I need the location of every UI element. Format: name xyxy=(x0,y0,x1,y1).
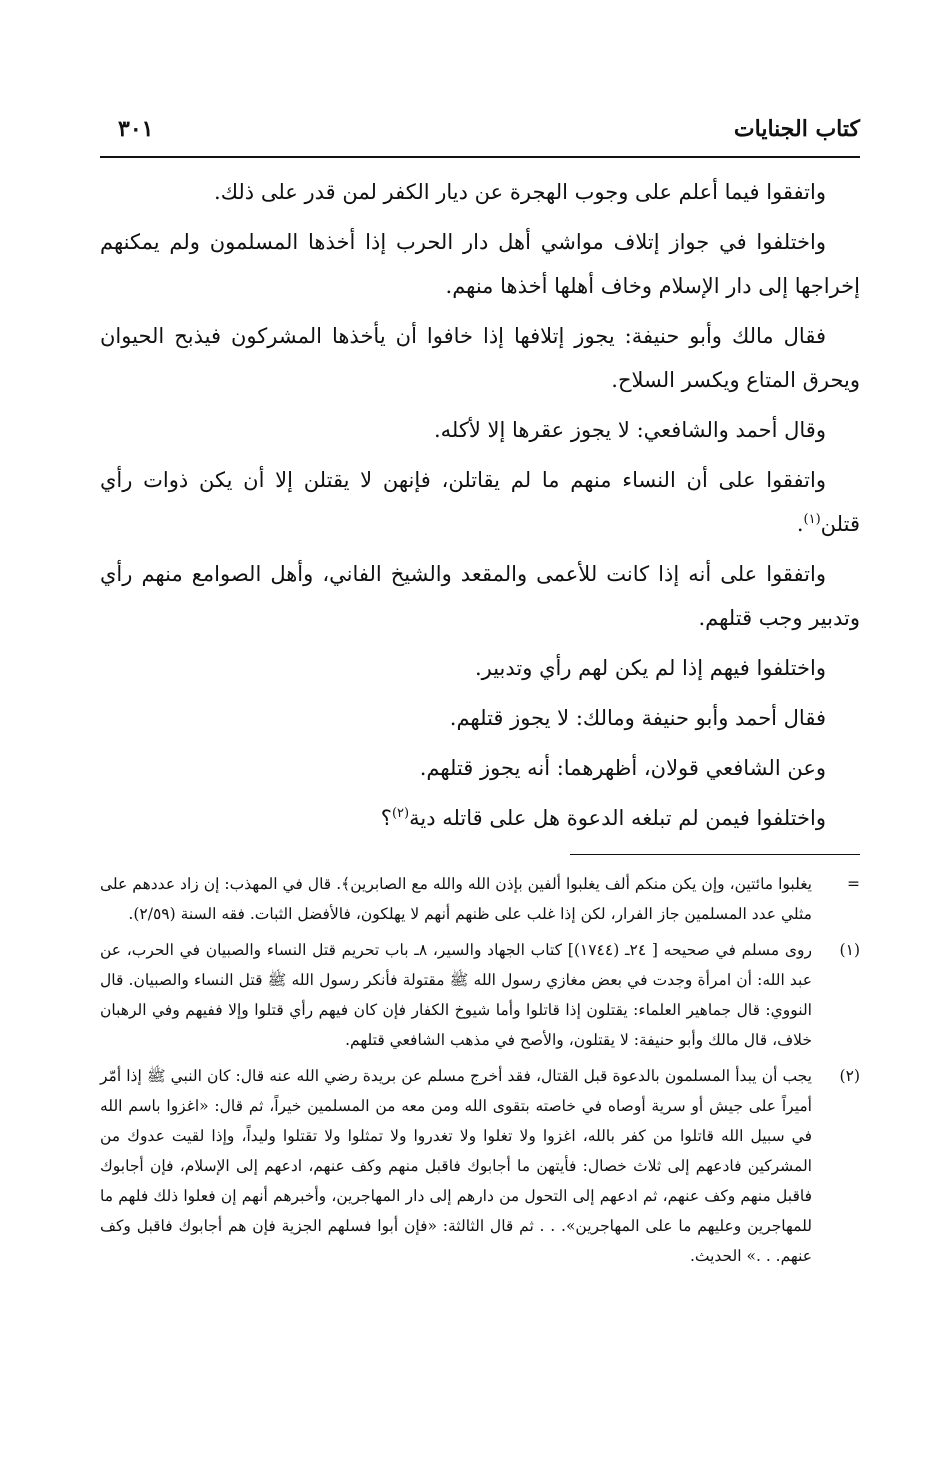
book-page xyxy=(100,112,860,1432)
paragraph: وعن الشافعي قولان، أظهرهما: أنه يجوز قتلهم. xyxy=(419,756,826,780)
main-text xyxy=(100,170,860,840)
paragraph-end: . xyxy=(796,512,804,536)
page-header xyxy=(100,112,860,158)
paragraph: فقال أحمد وأبو حنيفة ومالك: لا يجوز قتلهم. xyxy=(449,706,826,730)
paragraph: واتفقوا فيما أعلم على وجوب الهجرة عن ديار الكفر لمن قدر على ذلك. xyxy=(214,180,826,204)
footnote-text: روى مسلم في صحيحه [ ٢٤ـ (١٧٤٤)] كتاب الجهاد والسير، ٨ـ باب تحريم قتل النساء والصبيان في الحرب، عن عبد الله: أن امرأة وجدت في بعض مغازي رسول الله ﷺ مقتولة فأنكر رسول الله ﷺ قتل النساء والصبيان. قال النووي: قال جماهير العلماء: يقتلون إذا قاتلوا وأما شيوخ الكفار فإن كان فيهم رأي قتلوا وإلا ففيهم وفي الرهبان خلاف، قال مالك وأبو حنيفة: لا يقتلون، والأصح في مذهب الشافعي قتلهم. xyxy=(100,941,813,1049)
paragraph: واختلفوا في جواز إتلاف مواشي أهل دار الحرب إذا أخذها المسلمون ولم يمكنهم إخراجها إلى دار الإسلام وخاف أهلها أخذها منهم. xyxy=(100,230,860,298)
footnote-2 xyxy=(100,1061,860,1271)
running-title: كتاب الجنايات xyxy=(733,116,860,142)
paragraph: فقال مالك وأبو حنيفة: يجوز إتلافها إذا خافوا أن يأخذها المشركون فيذبح الحيوان ويحرق المتاع ويكسر السلاح. xyxy=(100,324,860,392)
footnote-text: يجب أن يبدأ المسلمون بالدعوة قبل القتال، فقد أخرج مسلم عن بريدة رضي الله عنه قال: كان النبي ﷺ إذا أمّر أميراً على جيش أو سرية أوصاه في خاصته بتقوى الله ومن معه من المسلمين خيراً، ثم قال: «اغزوا باسم الله في سبيل الله قاتلوا من كفر بالله، اغزوا ولا تغلوا ولا تغدروا ولا تمثلوا ولا تقتلوا وليداً، وإذا لقيت عدوك من المشركين فادعهم إلى ثلاث خصال: فأيتهن ما أجابوك فاقبل منهم وكف عنهم، ادعهم إلى الإسلام، فإن أجابوك فاقبل منهم وكف عنهم، ثم ادعهم إلى التحول من دارهم إلى دار المهاجرين، وأخبرهم أنهم إن فعلوا ذلك فلهم ما للمهاجرين وعليهم ما على المهاجرين». . . ثم قال الثالثة: «فإن أبوا فسلهم الجزية فإن هم أجابوك فاقبل وكف عنهم. . .» الحديث. xyxy=(100,1067,812,1265)
page-number: ٣٠١ xyxy=(118,116,154,142)
footnote-divider xyxy=(570,854,860,855)
footnote-1 xyxy=(100,935,860,1055)
footnote-label: (٢) xyxy=(839,1067,860,1085)
footnote-continuation xyxy=(100,869,860,929)
footnote-label: = xyxy=(847,875,860,893)
paragraph: واختلفوا فيهم إذا لم يكن لهم رأي وتدبير. xyxy=(474,656,826,680)
paragraph-text: واتفقوا على أن النساء منهم ما لم يقاتلن، فإنهن لا يقتلن إلا أن يكن ذوات رأي قتلن xyxy=(100,468,860,536)
paragraph-with-footnote xyxy=(100,796,860,840)
paragraph-text: واختلفوا فيمن لم تبلغه الدعوة هل على قاتله دية xyxy=(409,806,826,830)
paragraph: واتفقوا على أنه إذا كانت للأعمى والمقعد والشيخ الفاني، وأهل الصوامع منهم رأي وتدبير وجب قتلهم. xyxy=(100,562,860,630)
footnote-text: يغلبوا مائتين، وإن يكن منكم ألف يغلبوا ألفين بإذن الله والله مع الصابرين﴾. قال في المهذب: إن زاد عددهم على مثلي عدد المسلمين جاز الفرار، لكن إذا غلب على ظنهم أنهم لا يهلكون، فالأفضل الثبات. فقه السنة (٢/٥٩). xyxy=(100,875,812,923)
footnote-ref-1[interactable]: (١) xyxy=(803,512,821,527)
paragraph-end: ؟ xyxy=(380,806,392,830)
footnote-ref-2[interactable]: (٢) xyxy=(391,806,410,821)
footnotes-section xyxy=(100,869,860,1271)
paragraph: وقال أحمد والشافعي: لا يجوز عقرها إلا لأكله. xyxy=(433,418,826,442)
paragraph-with-footnote xyxy=(100,458,860,546)
footnote-label: (١) xyxy=(839,941,860,959)
